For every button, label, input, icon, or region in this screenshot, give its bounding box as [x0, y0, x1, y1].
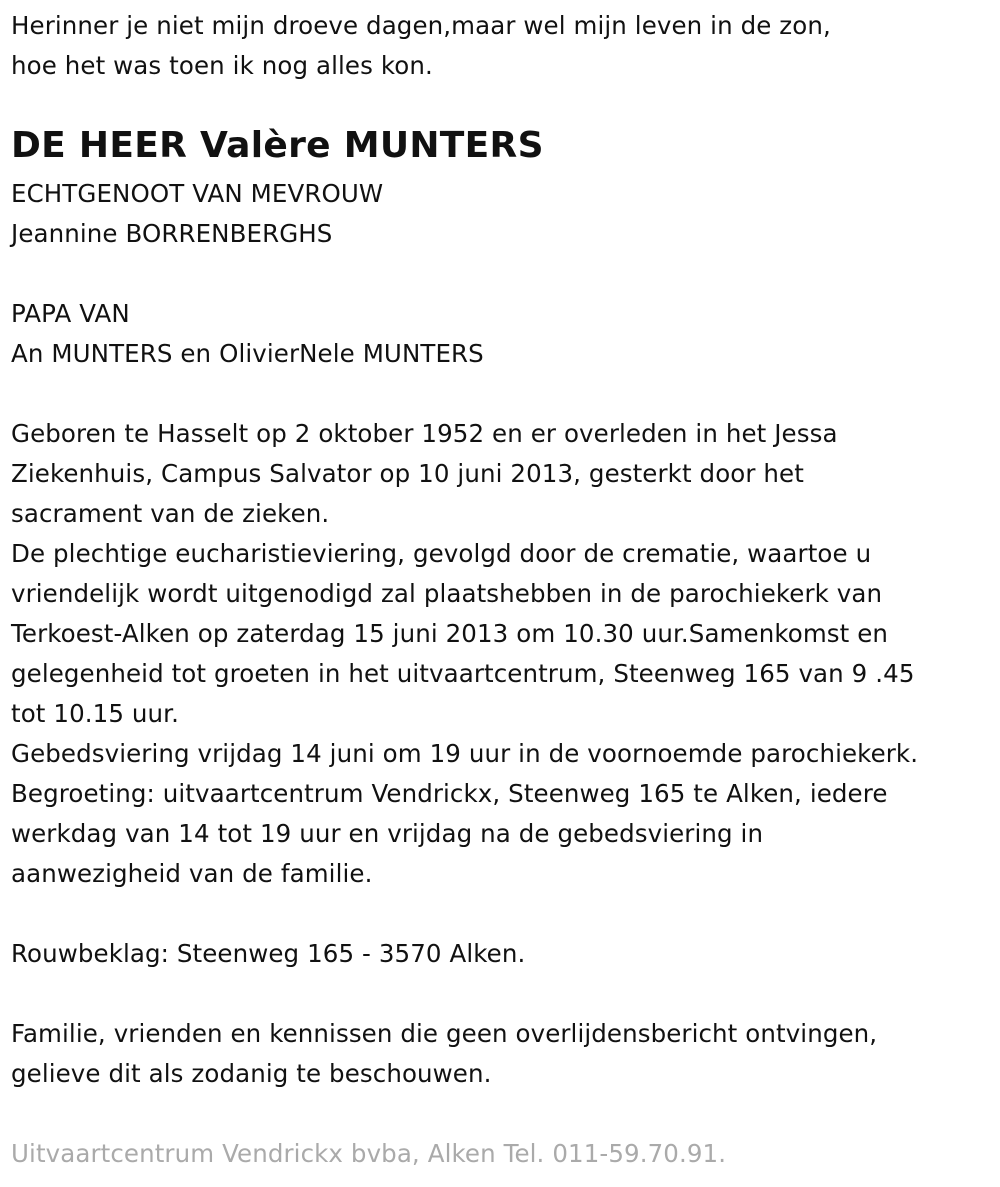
spouse-heading: ECHTGENOOT VAN MEVROUW — [11, 179, 384, 208]
condolences-section — [11, 934, 525, 974]
body-line: Geboren te Hasselt op 2 oktober 1952 en er overleden in het Jessa — [11, 419, 838, 448]
deceased-name: DE HEER Valère MUNTERS — [11, 125, 544, 166]
memorial-quote — [11, 6, 831, 86]
body-line: Gebedsviering vrijdag 14 juni om 19 uur in de voornoemde parochiekerk. — [11, 739, 919, 768]
body-line: Ziekenhuis, Campus Salvator op 10 juni 2013, gesterkt door het — [11, 459, 804, 488]
body-line: gelegenheid tot groeten in het uitvaartcentrum, Steenweg 165 van 9 .45 — [11, 659, 915, 688]
family-notice — [11, 1014, 877, 1094]
children-section — [11, 294, 484, 374]
funeral-details — [11, 414, 918, 894]
family-notice-line: gelieve dit als zodanig te beschouwen. — [11, 1059, 492, 1088]
body-line: werkdag van 14 tot 19 uur en vrijdag na de gebedsviering in — [11, 819, 764, 848]
body-line: sacrament van de zieken. — [11, 499, 330, 528]
spouse-name: Jeannine BORRENBERGHS — [11, 219, 333, 248]
body-line: Terkoest-Alken op zaterdag 15 juni 2013 om 10.30 uur.Samenkomst en — [11, 619, 889, 648]
body-line: tot 10.15 uur. — [11, 699, 179, 728]
quote-line: Herinner je niet mijn droeve dagen,maar wel mijn leven in de zon, — [11, 11, 831, 40]
family-notice-line: Familie, vrienden en kennissen die geen overlijdensbericht ontvingen, — [11, 1019, 878, 1048]
condolences-address: Rouwbeklag: Steenweg 165 - 3570 Alken. — [11, 939, 526, 968]
body-line: Begroeting: uitvaartcentrum Vendrickx, Steenweg 165 te Alken, iedere — [11, 779, 888, 808]
children-heading: PAPA VAN — [11, 299, 130, 328]
body-line: aanwezigheid van de familie. — [11, 859, 373, 888]
quote-line: hoe het was toen ik nog alles kon. — [11, 51, 433, 80]
spouse-section — [11, 174, 383, 254]
children-names: An MUNTERS en OlivierNele MUNTERS — [11, 339, 484, 368]
funeral-home-footer: Uitvaartcentrum Vendrickx bvba, Alken Tel. 011-59.70.91. — [11, 1139, 727, 1168]
body-line: vriendelijk wordt uitgenodigd zal plaatshebben in de parochiekerk van — [11, 579, 883, 608]
body-line: De plechtige eucharistieviering, gevolgd door de crematie, waartoe u — [11, 539, 872, 568]
